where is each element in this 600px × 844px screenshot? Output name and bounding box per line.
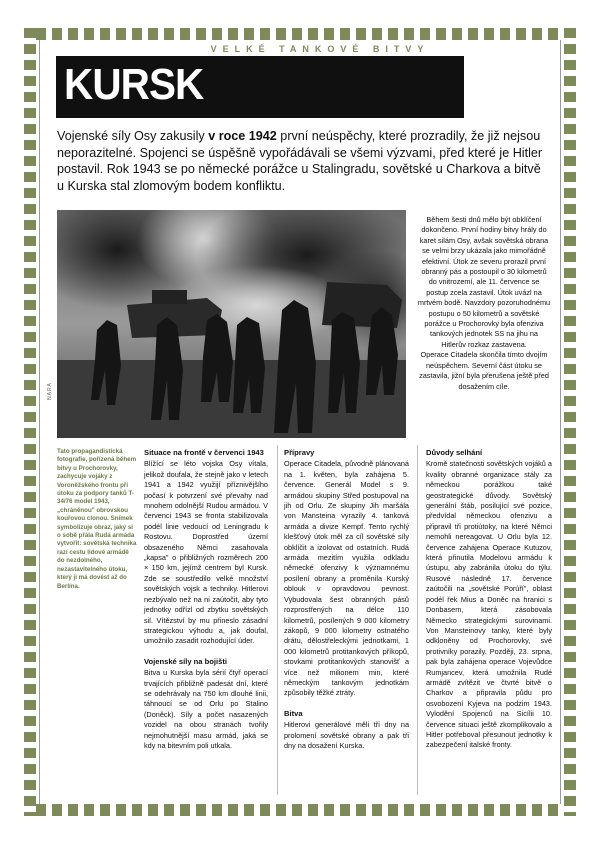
article-column-2 — [284, 448, 409, 751]
page-border-right — [564, 28, 576, 816]
column-2-paragraph-2: Hitlerovi generálové měli tři dny na prolomení sovětské obrany a pak tři dny na dosažení Kurska. — [284, 720, 409, 750]
article-column-1 — [144, 448, 268, 751]
page-border-bottom — [36, 804, 564, 816]
column-1-paragraph-1: Blížící se léto vojska Osy vítala, jelikož doufala, že stejně jako v letech 1941 a 1942 využijí příznivějšího počasí k potvrzení své převahy nad mnohem odolnější Rudou armádou. V červenci 1943 se fronta stabilizovala podél linie vedoucí od Leningradu k Rostovu. Doprostřed území obsazeného Němci zasahovala „kapsa" o přibližných rozměrech 200 × 150 km, jejímž centrem byl Kursk. Zde se soustředilo velké množství sovětských vojsk a techniky. Hitlerovi nezbývalo než na ni zaútočit, aby tyto jednotky odřízl od zbytku sovětských sil. Vítězství by mu přineslo zásadní strategickou výhodu a, jak doufal, umožnilo zasadit rozhodující úder. — [144, 459, 268, 646]
page-border-left — [24, 28, 36, 816]
column-3-paragraph-1: Kromě statečnosti sovětských vojáků a kvality obranné organizace stály za německou porážkou také geostrategické důvody. Sovětský generální štáb, posilující své pozice, předvídal německou ofenzivu a připravil tři protiútoky, na které Němci nemohli nereagovat. U Orlu byla 12. července zahájena Operace Kutuzov, která přinutila Modelovu armádu k ústupu, aby zabránila útoku do týlu. Rusové následně 17. července zaútočili na „sovětské Porúří", oblast podél řek Mius a Doněc na hranici s Donbasem, která zásobovala Německo strategickými surovinami. Von Mansteinovy tanky, které byly odkloněny od Prochorovky, své protivníky porazily. Později, 23. srpna, pak byla zahájena operace Vojevůdce Rumjancev, která umožnila Rudé armádě zvítězit ve čtvrté bitvě o Charkov a připravila půdu pro osvobození Kyjeva na podzim 1943. Vylodění Spojenců na Sicílii 10. července situaci ještě zkomplikovalo a Hitler potřeboval přesunout jednotky k zabezpečení italské fronty. — [426, 459, 552, 750]
column-3-heading-1: Důvody selhání — [426, 448, 483, 457]
column-2-heading-1: Přípravy — [284, 448, 315, 457]
column-2-paragraph-1: Operace Citadela, původně plánovaná na 1. květen, byla zahájena 5. července. Generál Model s 9. armádou skupiny Střed postupoval na jih od Orlu. Ze skupiny Jih maršála von Mansteina vyrazily 4. tanková armáda a divize Kempf. Tento rychlý klešťový útok měl za cíl sovětské síly obklíčit a izolovat od ostatních. Rudá armáda mezitím využila odkladu německé ofenzivy k významnému posílení obrany a proměnila Kurský oblouk v opravdovou pevnost. Vybudovala šest obranných pásů rozprostřených na délce 110 kilometrů, posílených 9 000 kilometry zákopů, 9 000 kilometry ostnatého drátu, dělostřeleckými jednotkami, 1 000 kilometrů protitankových příkopů, stovkami protitankových stanovišť a více než milionem min, které německým tankovým jednotkám způsobily těžké ztráty. — [284, 459, 409, 698]
article-column-3 — [426, 448, 552, 751]
inner-rule-left — [39, 40, 40, 804]
tank-left-turret — [152, 290, 187, 304]
page-border-top — [36, 28, 564, 40]
column-2-heading-2: Bitva — [284, 708, 303, 718]
right-intro-paragraph-1: Během šesti dnů mělo být obklíčení dokončeno. První hodiny bitvy hrály do karet silám Osy, avšak sovětská obrana se velmi brzy ukázala jako mimořádně efektivní. Útok ze severu prorazil první obranný pás a postoupil o 30 kilometrů do vnitrozemí, ale 11. července se postup zcela zastavil. Útok uvázl na mrtvém bodě. Navzdory pozoruhodnému postupu o 50 kilometrů a sovětské porážce u Prochorovky byla ofenziva tankových jednotek SS na jihu na Hitlerův rozkaz zastavena. — [417, 215, 551, 349]
page-title: KURSK — [64, 60, 204, 109]
inner-rule-right — [560, 40, 561, 804]
column-divider-1 — [277, 445, 278, 795]
column-divider-2 — [417, 445, 418, 795]
lead-paragraph — [57, 128, 547, 194]
column-1-heading-2: Vojenské síly na bojišti — [144, 656, 227, 666]
right-intro-column — [417, 215, 551, 392]
column-1-heading-1: Situace na frontě v červenci 1943 — [144, 448, 264, 457]
lead-text-end: první neúspěchy, které prozradily, že již nejsou neporazitelné. Spojenci se úspěšně vypořádávali se všemi výzvami, před které je Hitler postavil. Rok 1943 se po německé porážce u Stalingradu, sovětské u Charkova a bitvě u Kurska stal zlomovým bodem konfliktu. — [57, 129, 543, 193]
photo-credit: NARA — [47, 382, 53, 400]
lead-highlight: v roce 1942 — [208, 129, 277, 143]
battle-photo — [57, 210, 406, 438]
section-kicker: VELKÉ TANKOVÉ BITVY — [210, 44, 430, 54]
column-1-paragraph-2: Bitva u Kurska byla sérií čtyř operací trvajících přibližně padesát dní, které se odehrávaly na 750 km dlouhé linii, táhnoucí se od Orlu po Stalino (Doněck). Síly a počet nasazených vozidel na obou stranách tvořily nejmohutnější masu armád, jaká se kdy na bitevním poli utkala. — [144, 668, 268, 750]
photo-caption: Tato propagandistická fotografie, pořízená během bitvy u Prochorovky, zachycuje vojáky z Voroněžského frontu při útoku za podpory tanků T-34/76 model 1943, „chráněnou" obrovskou kouřovou clonou. Snímek symbolizuje obraz, jaký si o sobě přála Rudá armáda vytvořit: sovětská technika razí cestu lidové armádě do nezdolného, nezastavitelného útoku, který ji má dovést až do Berlína. — [57, 448, 137, 590]
right-intro-paragraph-2: Operace Citadela skončila tímto dvojím neúspěchem. Severní část útoku se zastavila, jižní byla přerušena ještě před dosažením cíle. — [419, 350, 549, 391]
lead-text-start: Vojenské síly Osy zakusily — [57, 129, 209, 143]
